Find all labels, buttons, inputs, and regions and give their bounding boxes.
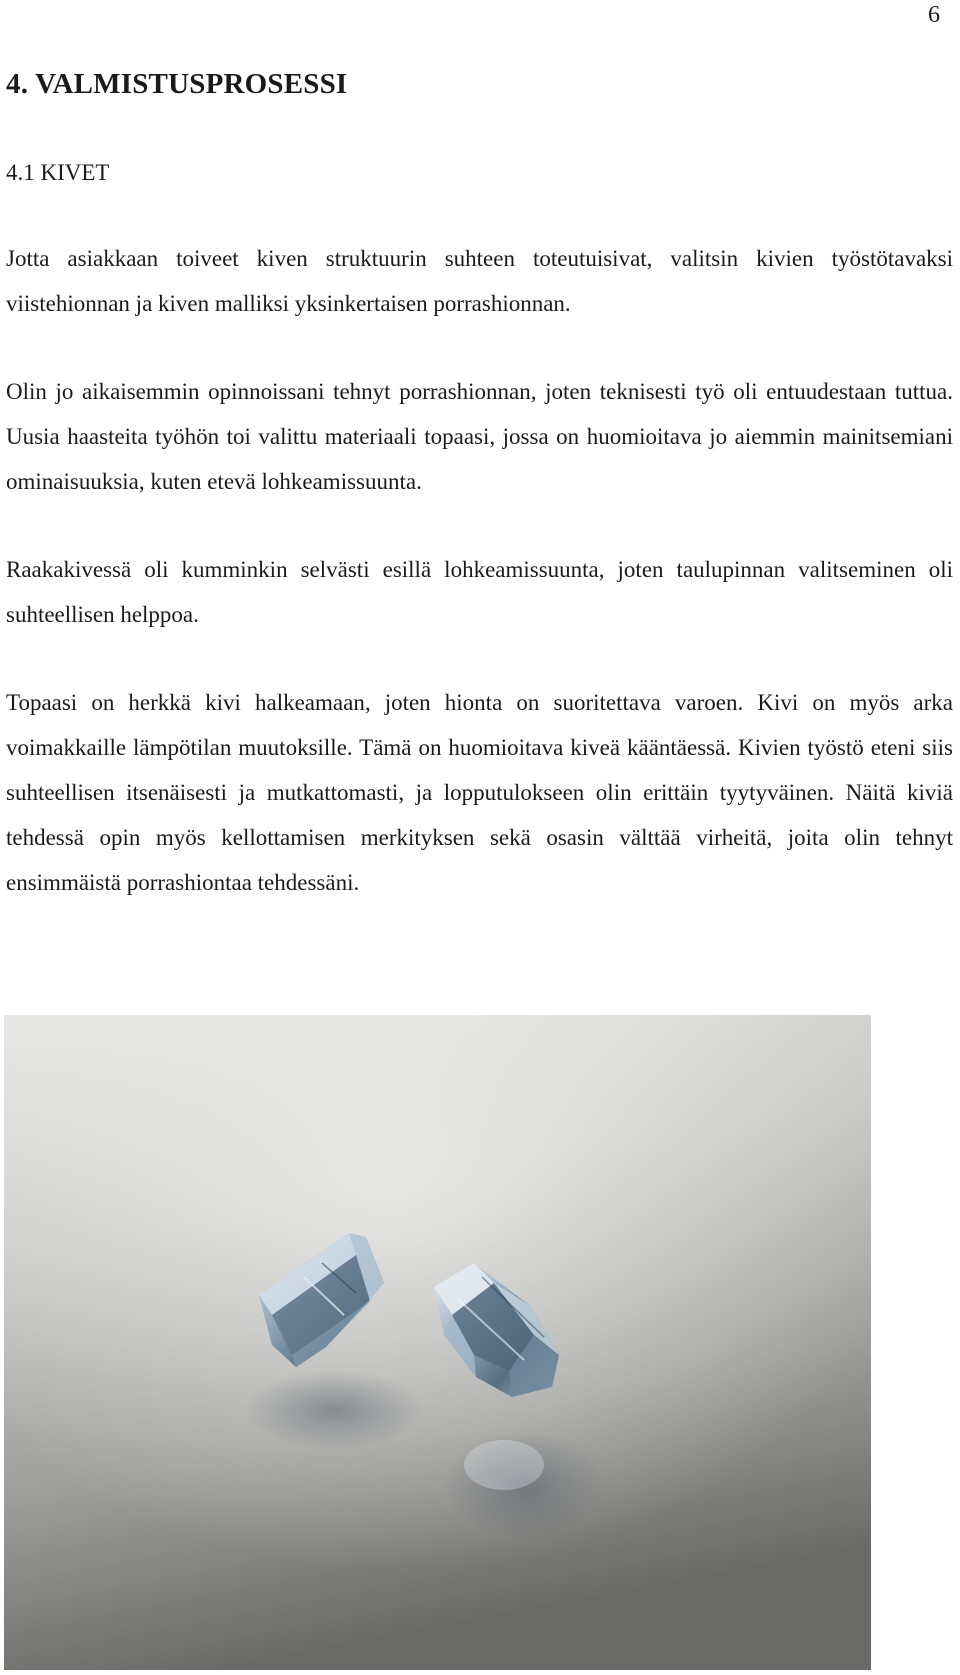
chapter-heading: 4. VALMISTUSPROSESSI: [6, 68, 348, 100]
section-heading: 4.1 KIVET: [6, 160, 110, 185]
paragraph: Raakakivessä oli kumminkin selvästi esillä lohkeamissuunta, joten taulupinnan valitseminen oli suhteellisen helppoa.: [6, 557, 953, 627]
topaz-stones-photo: [4, 1015, 871, 1670]
stone-shadow: [244, 1370, 424, 1450]
paragraph: Olin jo aikaisemmin opinnoissani tehnyt porrashionnan, joten teknisesti työ oli entuudestaan tuttua. Uusia haasteita työhön toi valittu materiaali topaasi, jossa on huomioitava jo aiemmin mainitsemiani ominaisuuksia, kuten etevä lohkeamissuunta.: [6, 379, 953, 494]
paragraph: Topaasi on herkkä kivi halkeamaan, joten hionta on suoritettava varoen. Kivi on myös arka voimakkaille lämpötilan muutoksille. Tämä on huomioitava kiveä kääntäessä. Kivien työstö eteni siis suhteellisen itsenäisesti ja mutkattomasti, ja lopputulokseen olin erittäin tyytyväinen. Näitä kiviä tehdessä opin myös kellottamisen merkityksen sekä osasin välttää virheitä, joita olin tehnyt ensimmäistä porrashiontaa tehdessäni.: [6, 690, 953, 895]
page-number: 6: [928, 2, 940, 28]
body-text: [6, 236, 953, 948]
paragraph: Jotta asiakkaan toiveet kiven struktuurin suhteen toteutuisivat, valitsin kivien työstötavaksi viistehionnan ja kiven malliksi yksinkertaisen porrashionnan.: [6, 246, 953, 316]
